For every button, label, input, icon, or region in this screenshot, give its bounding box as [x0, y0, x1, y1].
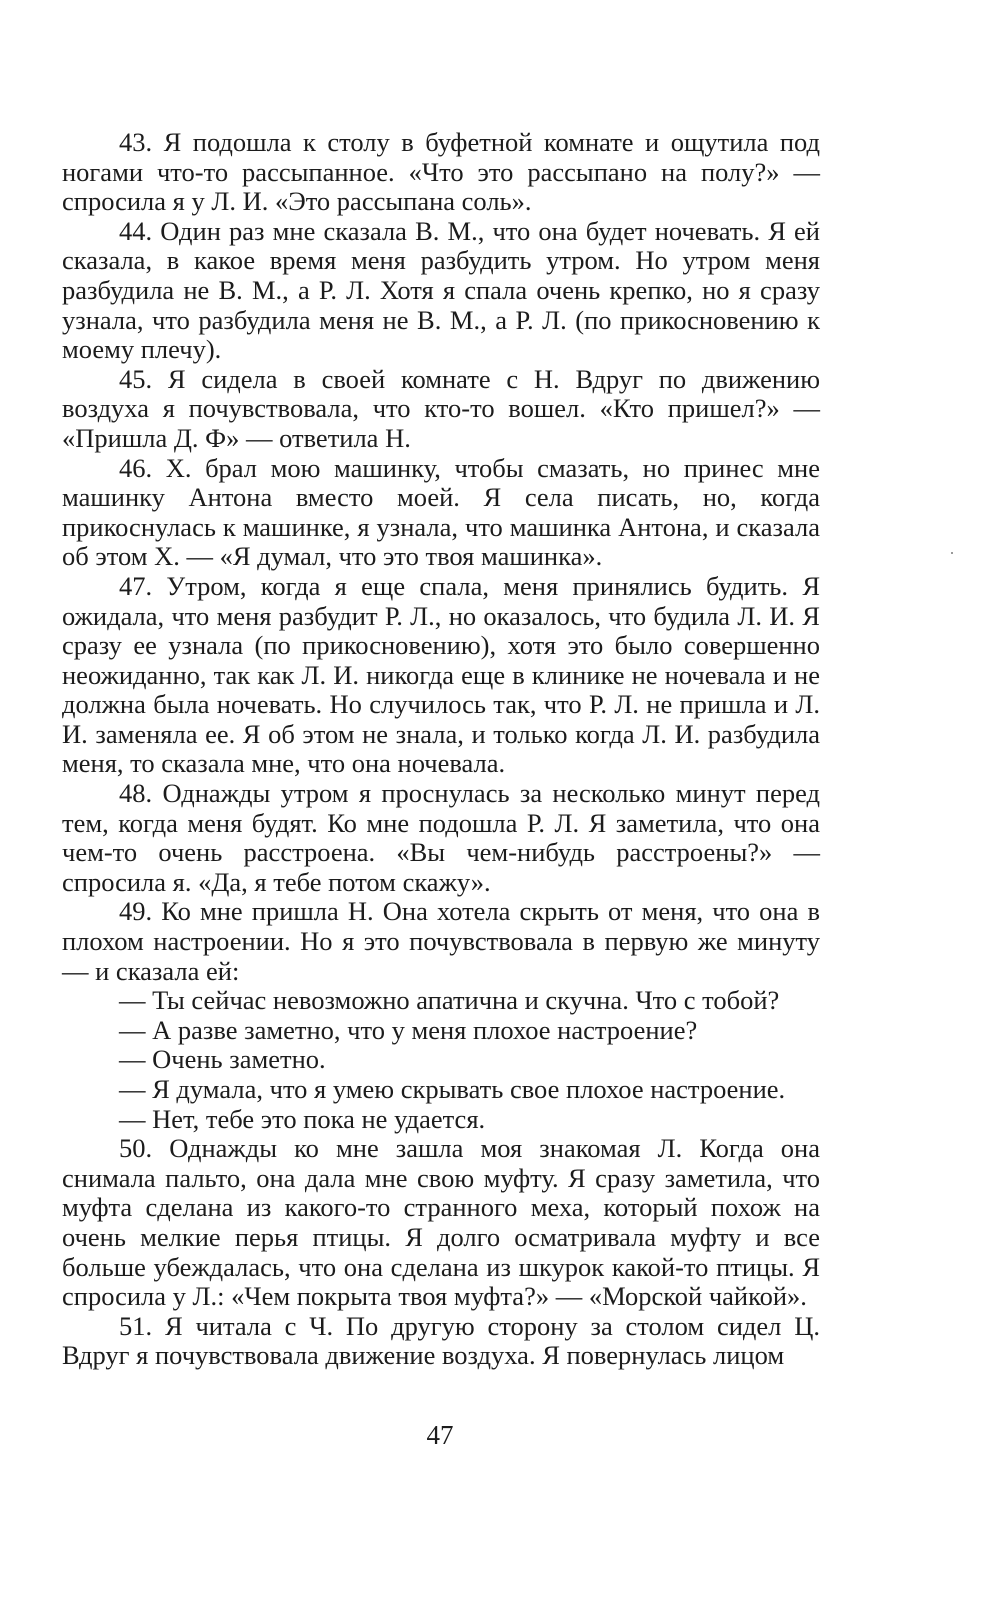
dialogue-line: — А разве заметно, что у меня плохое настроение?: [119, 1014, 698, 1045]
paragraph-43: 43. Я подошла к столу в буфетной комнате и ощутила под ногами что-то рассыпанное. «Что это рассыпано на полу?» — спросила я у Л. И. «Это рассыпана соль».: [62, 127, 820, 217]
paragraph-45: 45. Я сидела в своей комнате с Н. Вдруг по движению воздуха я почувствовала, что кто-то вошел. «Кто пришел?» — «Пришла Д. Ф» — ответила Н.: [62, 363, 820, 453]
page-text: [62, 128, 820, 1371]
dialogue-line: — Нет, тебе это пока не удается.: [119, 1103, 486, 1134]
paragraph-44: 44. Один раз мне сказала В. М., что она будет ночевать. Я ей сказала, в какое время меня разбудить утром. Но утром меня разбудила не В. М., а Р. Л. Хотя я спала очень крепко, но я сразу узнала, что разбудила меня не В. М., а Р. Л. (по прикосновению к моему плечу).: [62, 215, 820, 365]
scan-speck: [951, 552, 953, 554]
paragraph-46: 46. Х. брал мою машинку, чтобы смазать, но принес мне машинку Антона вместо моей. Я села писать, но, когда прикоснулась к машинке, я узнала, что машинка Антона, и сказала об этом Х. — «Я думал, что это твоя машинка».: [62, 452, 820, 572]
paragraph-50: 50. Однажды ко мне зашла моя знакомая Л. Когда она снимала пальто, она дала мне свою муфту. Я сразу заметила, что муфта сделана из какого-то странного меха, который похож на очень мелкие перья птицы. Я долго осматривала муфту и все больше убеждалась, что она сделана из шкурок какой-то птицы. Я спросила у Л.: «Чем покрыта твоя муфта?» — «Морской чайкой».: [62, 1133, 820, 1312]
dialogue-line: — Очень заметно.: [119, 1044, 326, 1075]
dialogue-line: — Ты сейчас невозможно апатична и скучна. Что с тобой?: [119, 985, 780, 1016]
paragraph-48: 48. Однажды утром я проснулась за несколько минут перед тем, когда меня будят. Ко мне подошла Р. Л. Я заметила, что она чем-то очень расстроена. «Вы чем-нибудь расстроены?» — спросила я. «Да, я тебе потом скажу».: [62, 778, 820, 897]
paragraph-51: 51. Я читала с Ч. По другую сторону за столом сидел Ц. Вдруг я почувствовала движение воздуха. Я повернулась лицом: [62, 1310, 820, 1371]
page-number: 47: [426, 1420, 454, 1450]
dialogue-line: — Я думала, что я умею скрывать свое плохое настроение.: [119, 1074, 786, 1104]
paragraph-49: 49. Ко мне пришла Н. Она хотела скрыть от меня, что она в плохом настроении. Но я это почувствовала в первую же минуту — и сказала ей:: [62, 896, 820, 986]
paragraph-47: 47. Утром, когда я еще спала, меня принялись будить. Я ожидала, что меня разбудит Р. Л., но оказалось, что будила Л. И. Я сразу ее узнала (по прикосновению), хотя это было совершенно неожиданно, так как Л. И. никогда еще в клинике не ночевала и не должна была ночевать. Но случилось так, что Р. Л. не пришла и Л. И. заменяла ее. Я об этом не знала, и только когда Л. И. разбудила меня, то сказала мне, что она ночевала.: [62, 570, 820, 779]
